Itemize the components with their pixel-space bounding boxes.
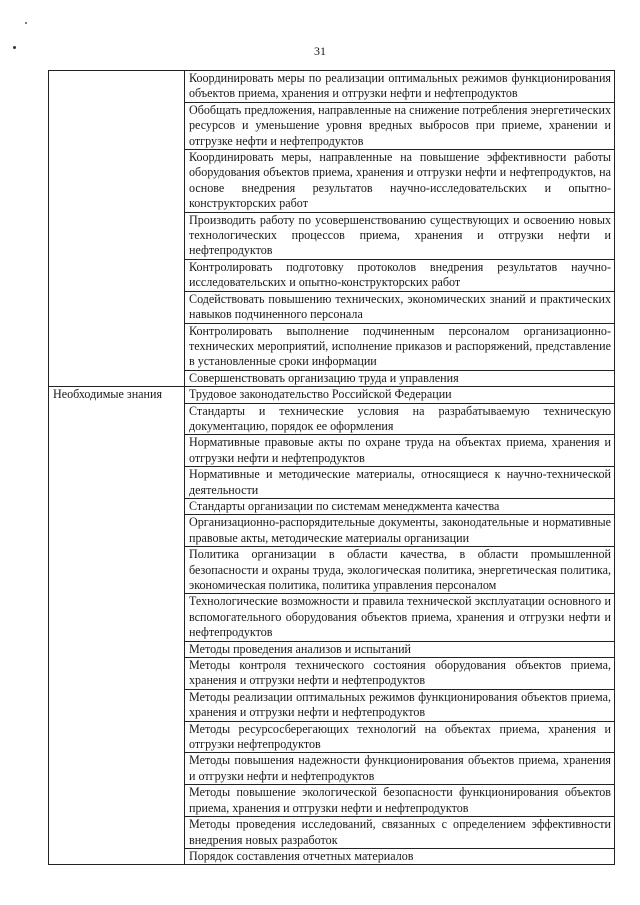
item-cell: Порядок составления отчетных материалов <box>185 848 615 864</box>
item-cell: Производить работу по усовершенствованию существующих и освоению новых технологических процессов приема, хранения и отгрузки нефти и нефтепродуктов <box>185 212 615 259</box>
category-cell: Необходимые знания <box>49 387 185 865</box>
page-number: 31 <box>314 44 326 58</box>
table-row <box>49 387 615 403</box>
item-cell: Методы ресурсосберегающих технологий на объектах приема, хранения и отгрузки нефтепродуктов <box>185 721 615 753</box>
item-cell: Контролировать выполнение подчиненным персоналом организационно-технических мероприятий, исполнение приказов и распоряжений, представление в установленные сроки информации <box>185 323 615 370</box>
table-row <box>49 71 615 103</box>
item-cell: Трудовое законодательство Российской Федерации <box>185 387 615 403</box>
item-cell: Методы реализации оптимальных режимов функционирования объектов приема, хранения и отгрузки нефти и нефтепродуктов <box>185 689 615 721</box>
requirements-table-body <box>49 71 615 865</box>
item-cell: Нормативные правовые акты по охране труда на объектах приема, хранения и отгрузки нефти и нефтепродуктов <box>185 435 615 467</box>
item-cell: Координировать меры по реализации оптимальных режимов функционирования объектов приема, хранения и отгрузки нефти и нефтепродуктов <box>185 71 615 103</box>
item-cell: Нормативные и методические материалы, относящиеся к научно-технической деятельности <box>185 467 615 499</box>
item-cell: Методы контроля технического состояния оборудования объектов приема, хранения и отгрузки нефти и нефтепродуктов <box>185 658 615 690</box>
item-cell: Организационно-распорядительные документы, законодательные и нормативные правовые акты, методические материалы организации <box>185 515 615 547</box>
item-cell: Контролировать подготовку протоколов внедрения результатов научно-исследовательских и опытно-конструкторских работ <box>185 259 615 291</box>
item-cell: Обобщать предложения, направленные на снижение потребления энергетических ресурсов и уменьшение уровня вредных выбросов при приеме, хранении и отгрузке нефти и нефтепродуктов <box>185 102 615 149</box>
item-cell: Методы проведения анализов и испытаний <box>185 641 615 657</box>
item-cell: Координировать меры, направленные на повышение эффективности работы оборудования объектов приема, хранения и отгрузки нефти и нефтепродуктов, на основе внедрения результатов научно-исследовательских и опытно-конструкторских работ <box>185 150 615 213</box>
item-cell: Методы повышение экологической безопасности функционирования объектов приема, хранения и отгрузки нефти и нефтепродуктов <box>185 785 615 817</box>
item-cell: Технологические возможности и правила технической эксплуатации основного и вспомогательного оборудования объектов приема, хранения и отгрузки нефти и нефтепродуктов <box>185 594 615 641</box>
item-cell: Стандарты организации по системам менеджмента качества <box>185 498 615 514</box>
item-cell: Политика организации в области качества, в области промышленной безопасности и охраны труда, экологическая политика, энергетическая политика, экономическая политика, политика управления персоналом <box>185 547 615 594</box>
scan-speck <box>25 22 27 24</box>
requirements-table <box>48 70 615 865</box>
item-cell: Совершенствовать организацию труда и управления <box>185 370 615 386</box>
item-cell: Методы проведения исследований, связанных с определением эффективности внедрения новых разработок <box>185 817 615 849</box>
category-cell <box>49 71 185 387</box>
item-cell: Содействовать повышению технических, экономических знаний и практических навыков подчиненного персонала <box>185 291 615 323</box>
item-cell: Стандарты и технические условия на разрабатываемую техническую документацию, порядок ее оформления <box>185 403 615 435</box>
item-cell: Методы повышения надежности функционирования объектов приема, хранения и отгрузки нефти и нефтепродуктов <box>185 753 615 785</box>
